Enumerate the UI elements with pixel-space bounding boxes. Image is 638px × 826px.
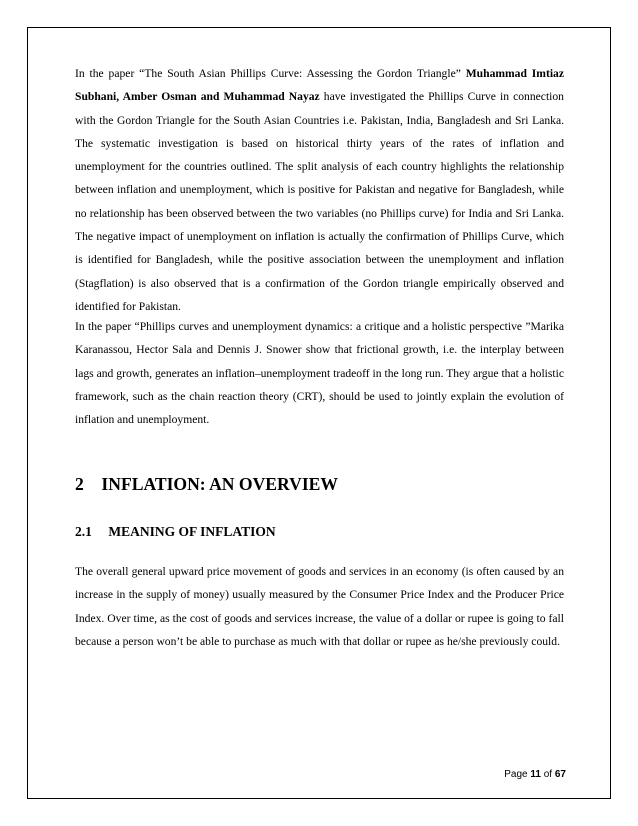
paragraph-meaning-of-inflation: The overall general upward price movement of goods and services in an economy (is often caused by an increase in the supply of money) usually measured by the Consumer Price Index and the Producer Price Index. Over time, as the cost of goods and services increase, the value of a dollar or rupee is going to fall because a person won’t be able to purchase as much with that dollar or rupee as he/she previously could. [75,565,564,648]
paragraph-gordon-triangle [75,62,564,318]
section-title: INFLATION: AN OVERVIEW [101,474,339,494]
total-pages-number: 67 [554,769,566,780]
page-footer [504,768,566,782]
section-number: 2 [75,474,84,494]
paragraph-body: have investigated the Phillips Curve in connection with the Gordon Triangle for the South Asian Countries i.e. Pakistan, India, Bangladesh and Sri Lanka. The systematic investigation is based on historical thirty years of the rates of inflation and unemployment for the countries outlined. The split analysis of each country highlights the relationship between inflation and unemployment, which is positive for Pakistan and negative for Bangladesh, while no relationship has been observed between the two variables (no Phillips curve) for India and Sri Lanka. The negative impact of unemployment on inflation is actually the confirmation of Phillips Curve, which is identified for Bangladesh, while the positive association between the unemployment and inflation (Stagflation) is also observed that is a confirmation of the Gordon triangle empirically observed and identified for Pakistan. [75,90,564,313]
subsection-heading [75,522,564,542]
paragraph-phillips-curves: In the paper “Phillips curves and unemployment dynamics: a critique and a holistic perspective ”Marika Karanassou, Hector Sala and Dennis J. Snower show that frictional growth, i.e. the interplay between lags and growth, generates an inflation–unemployment tradeoff in the long run. They argue that a holistic framework, such as the chain reaction theory (CRT), should be used to jointly explain the evolution of inflation and unemployment. [75,320,564,427]
subsection-number: 2.1 [75,524,92,539]
paragraph-intro: In the paper “The South Asian Phillips Curve: Assessing the Gordon Triangle” [75,67,466,80]
paragraph-authors: Muhammad Imtiaz Subhani, Amber Osman and Muhammad Nayaz [75,67,564,104]
page-label: Page [504,769,528,780]
subsection-title: MEANING OF INFLATION [108,524,276,539]
current-page-number: 11 [530,769,541,780]
section-heading [75,472,564,496]
of-label: of [543,769,553,780]
